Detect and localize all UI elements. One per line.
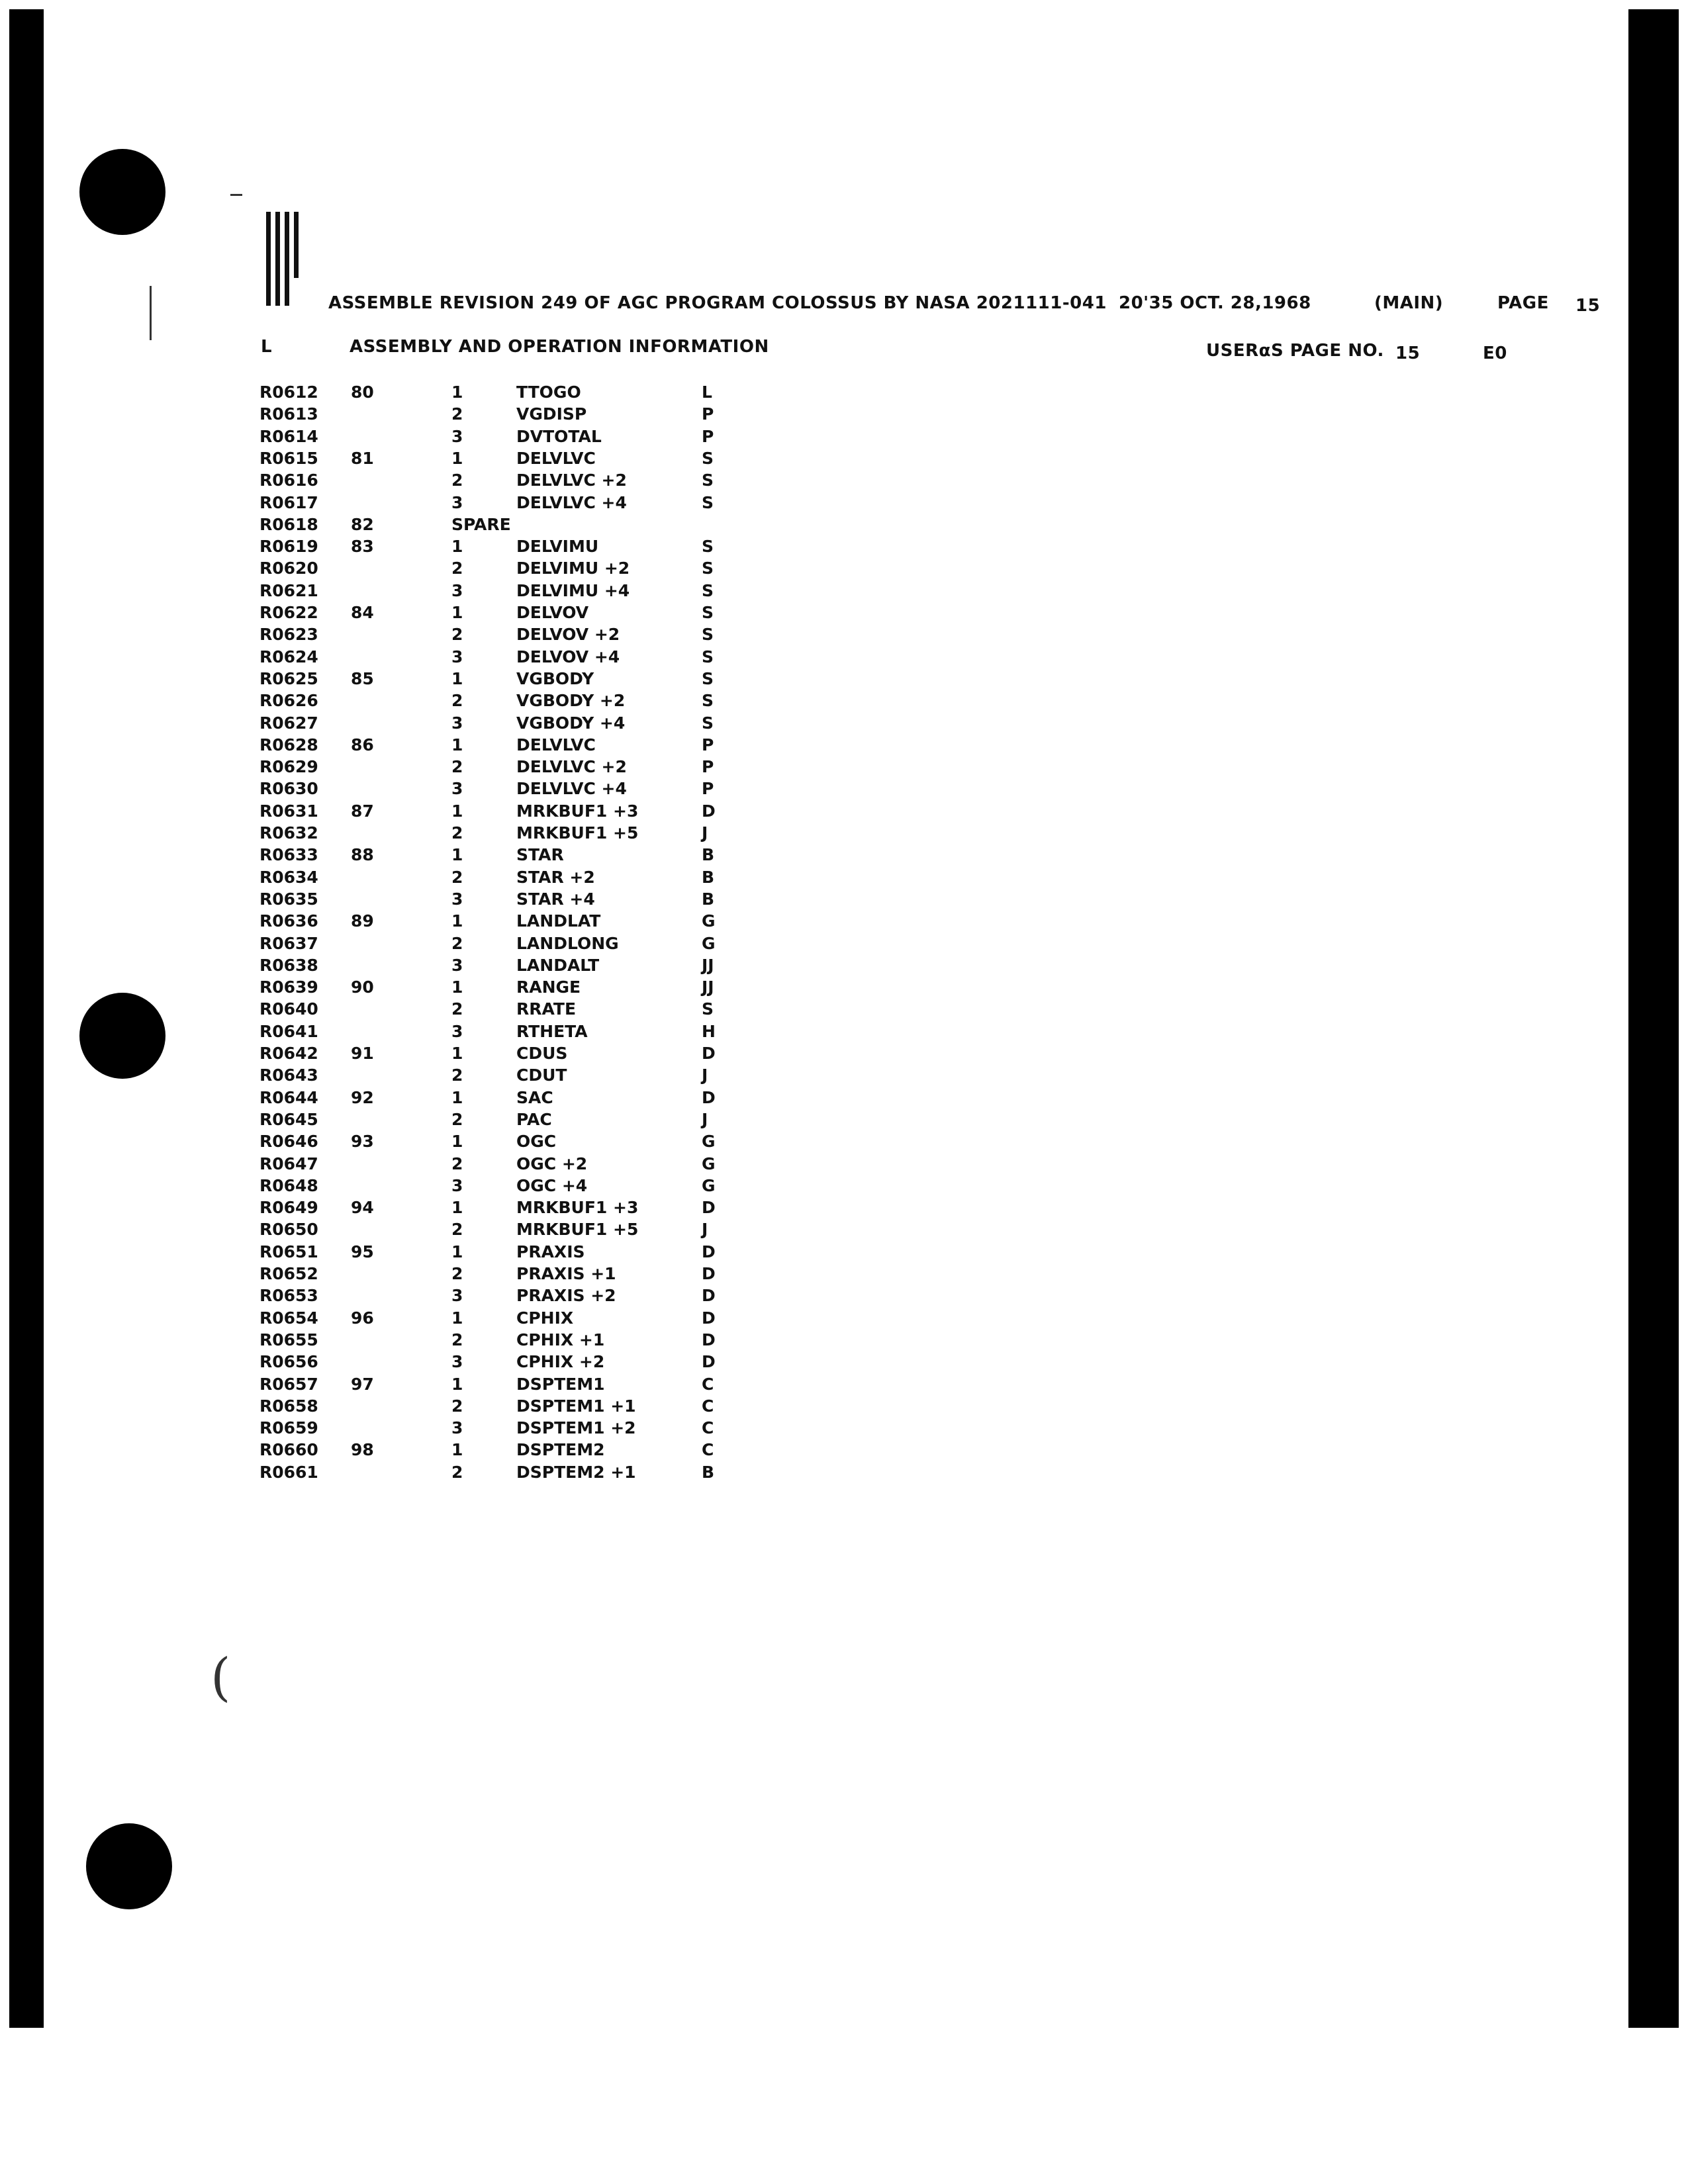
row-label: R0660 [259,1440,318,1459]
row-register: MRKBUF1 +5 [516,1220,639,1239]
listing-row [252,1352,755,1374]
row-index: 2 [451,1396,463,1416]
row-index: 2 [451,934,463,953]
row-index: 1 [451,537,463,556]
row-label: R0658 [259,1396,318,1416]
listing-row [252,515,755,537]
row-label: R0645 [259,1110,318,1129]
row-number: 83 [351,537,374,556]
row-number: 81 [351,449,374,468]
row-index: 3 [451,713,463,733]
row-code: S [702,713,714,733]
row-index: 1 [451,1198,463,1217]
row-register: DSPTEM2 +1 [516,1463,636,1482]
row-index: 1 [451,801,463,821]
row-register: DSPTEM2 [516,1440,605,1459]
row-register: CDUS [516,1044,568,1063]
listing-row [252,559,755,580]
row-register: PRAXIS +1 [516,1264,616,1283]
row-register: RTHETA [516,1022,588,1041]
row-code: D [702,801,716,821]
row-register: OGC +2 [516,1154,588,1173]
row-code: D [702,1352,716,1371]
row-register: LANDLAT [516,911,601,931]
row-index: 3 [451,956,463,975]
row-register: CPHIX +1 [516,1330,605,1349]
listing-row [252,449,755,471]
row-index: 3 [451,1352,463,1371]
row-register: DELVLVC +4 [516,493,627,512]
listing-row [252,1242,755,1264]
row-label: R0613 [259,404,318,424]
row-label: R0651 [259,1242,318,1261]
row-code: JJ [702,978,714,997]
listing-row [252,1308,755,1330]
row-code: G [702,1154,716,1173]
row-code: G [702,911,716,931]
row-code: D [702,1044,716,1063]
row-register: SAC [516,1088,553,1107]
row-register: VGDISP [516,404,587,424]
row-code: C [702,1396,714,1416]
row-label: R0614 [259,427,318,446]
row-code: C [702,1418,714,1437]
listing-row [252,978,755,999]
listing-datetime: 20'35 OCT. 28,1968 [1119,293,1311,313]
row-register: DSPTEM1 [516,1375,605,1394]
row-register: DVTOTAL [516,427,602,446]
row-label: R0652 [259,1264,318,1283]
listing-row [252,1198,755,1220]
row-code: B [702,1463,715,1482]
row-code: D [702,1308,716,1328]
listing-row [252,1264,755,1286]
row-index: 1 [451,1308,463,1328]
row-number: 84 [351,603,374,622]
row-index: 1 [451,978,463,997]
row-register: LANDLONG [516,934,619,953]
row-label: R0640 [259,999,318,1019]
row-label: R0617 [259,493,318,512]
row-index: 3 [451,1286,463,1305]
row-index: 3 [451,581,463,600]
row-index: 1 [451,1375,463,1394]
row-index: 3 [451,1022,463,1041]
row-label: R0637 [259,934,318,953]
row-index: 2 [451,1463,463,1482]
row-code: P [702,427,714,446]
row-label: R0629 [259,757,318,776]
row-index: 2 [451,625,463,644]
row-index: 3 [451,493,463,512]
row-label: R0655 [259,1330,318,1349]
listing-row [252,1088,755,1110]
row-label: R0636 [259,911,318,931]
listing-row [252,581,755,603]
user-page-number: 15 [1395,343,1421,363]
listing-row [252,471,755,492]
row-code: S [702,691,714,710]
row-label: R0641 [259,1022,318,1041]
row-index: 2 [451,691,463,710]
row-index: 1 [451,1440,463,1459]
row-register: RRATE [516,999,577,1019]
row-number: 92 [351,1088,374,1107]
row-code: S [702,537,714,556]
listing-row [252,801,755,823]
row-register: OGC [516,1132,557,1151]
row-label: R0620 [259,559,318,578]
row-label: R0621 [259,581,318,600]
row-register: TTOGO [516,383,581,402]
row-register: STAR +2 [516,868,595,887]
scan-edge-right [1628,9,1679,2028]
row-label: R0623 [259,625,318,644]
row-code: J [702,1220,708,1239]
listing-row [252,845,755,867]
row-index: 1 [451,1132,463,1151]
row-index: 1 [451,669,463,688]
page-label: PAGE [1497,293,1549,313]
listing-row [252,1418,755,1440]
row-register: DELVOV +2 [516,625,620,644]
row-code: S [702,625,714,644]
row-code: D [702,1088,716,1107]
row-code: D [702,1286,716,1305]
row-label: R0649 [259,1198,318,1217]
row-register: DSPTEM1 +1 [516,1396,636,1416]
row-index: 3 [451,889,463,909]
listing-row [252,779,755,801]
row-index: 2 [451,559,463,578]
row-index: 1 [451,1242,463,1261]
row-code: P [702,757,714,776]
row-register: DELVIMU [516,537,599,556]
row-register: DELVOV [516,603,589,622]
row-register: MRKBUF1 +3 [516,801,639,821]
row-register: STAR +4 [516,889,595,909]
row-label: R0661 [259,1463,318,1482]
row-index: 2 [451,471,463,490]
row-register: RANGE [516,978,581,997]
row-register: VGBODY +4 [516,713,626,733]
listing-section: (MAIN) [1374,293,1444,313]
row-code: S [702,493,714,512]
row-code: J [702,1110,708,1129]
row-register: STAR [516,845,564,864]
row-code: S [702,471,714,490]
row-number: 91 [351,1044,374,1063]
listing-row [252,713,755,735]
row-index: 2 [451,404,463,424]
listing-row [252,647,755,669]
row-register: DSPTEM1 +2 [516,1418,636,1437]
header-code: E0 [1483,343,1507,363]
margin-dash [230,194,242,196]
margin-bracket: ( [211,1648,231,1707]
listing-row [252,427,755,449]
row-code: S [702,669,714,688]
row-code: B [702,889,715,909]
row-label: R0632 [259,823,318,842]
row-label: R0618 [259,515,318,534]
row-label: R0627 [259,713,318,733]
row-code: D [702,1242,716,1261]
row-code: S [702,647,714,666]
listing-row [252,956,755,978]
listing-row [252,1440,755,1462]
row-number: 95 [351,1242,374,1261]
listing-row [252,1330,755,1352]
row-code: P [702,404,714,424]
row-label: R0615 [259,449,318,468]
row-index: 2 [451,1264,463,1283]
row-label: R0657 [259,1375,318,1394]
punch-hole-bottom [86,1823,172,1909]
row-index: 2 [451,999,463,1019]
row-index: 1 [451,911,463,931]
row-index: 3 [451,647,463,666]
row-label: R0619 [259,537,318,556]
row-index: 2 [451,1220,463,1239]
row-code: J [702,823,708,842]
row-label: R0631 [259,801,318,821]
listing-row [252,1044,755,1066]
row-register: LANDALT [516,956,600,975]
row-index: 1 [451,845,463,864]
listing-row [252,1110,755,1132]
row-number: 97 [351,1375,374,1394]
row-index: 2 [451,757,463,776]
row-label: R0625 [259,669,318,688]
listing-row [252,1375,755,1396]
row-register: CPHIX [516,1308,574,1328]
row-label: R0630 [259,779,318,798]
row-register: DELVLVC +2 [516,757,627,776]
row-number: 90 [351,978,374,997]
row-register: DELVIMU +4 [516,581,630,600]
row-code: B [702,845,715,864]
punch-hole-top [79,149,165,235]
row-code: S [702,603,714,622]
row-label: R0646 [259,1132,318,1151]
listing-row [252,757,755,779]
row-register: CDUT [516,1066,567,1085]
row-code: J [702,1066,708,1085]
listing-row [252,1132,755,1154]
row-code: S [702,449,714,468]
row-register: VGBODY [516,669,594,688]
row-register: MRKBUF1 +3 [516,1198,639,1217]
row-register: MRKBUF1 +5 [516,823,639,842]
row-label: R0644 [259,1088,318,1107]
listing-row [252,1220,755,1242]
row-label: R0653 [259,1286,318,1305]
row-register: PRAXIS +2 [516,1286,616,1305]
row-index: 1 [451,603,463,622]
listing-row [252,537,755,559]
row-number: 85 [351,669,374,688]
row-code: C [702,1375,714,1394]
row-number: 88 [351,845,374,864]
row-code: JJ [702,956,714,975]
row-code: L [702,383,712,402]
row-index: 2 [451,823,463,842]
row-register: CPHIX +2 [516,1352,605,1371]
row-number: 89 [351,911,374,931]
row-label: R0628 [259,735,318,754]
listing-row [252,823,755,845]
row-index: 1 [451,449,463,468]
row-label: R0648 [259,1176,318,1195]
row-index: 2 [451,1110,463,1129]
row-code: D [702,1264,716,1283]
row-index: 3 [451,1176,463,1195]
row-label: R0643 [259,1066,318,1085]
listing-row [252,1066,755,1087]
row-label: R0650 [259,1220,318,1239]
listing-row [252,493,755,515]
row-label: R0622 [259,603,318,622]
row-code: C [702,1440,714,1459]
row-label: R0626 [259,691,318,710]
listing-row [252,383,755,404]
row-label: R0624 [259,647,318,666]
row-code: B [702,868,715,887]
row-label: R0638 [259,956,318,975]
row-code: H [702,1022,716,1041]
row-code: P [702,779,714,798]
row-label: R0639 [259,978,318,997]
row-code: S [702,581,714,600]
row-number: 86 [351,735,374,754]
row-number: 94 [351,1198,374,1217]
row-index: 1 [451,735,463,754]
row-code: P [702,735,714,754]
row-index: 1 [451,383,463,402]
listing-row [252,603,755,625]
listing-row [252,404,755,426]
row-register: PAC [516,1110,552,1129]
row-index: 1 [451,1044,463,1063]
listing-row [252,1022,755,1044]
listing-row [252,1176,755,1198]
listing-title: ASSEMBLE REVISION 249 OF AGC PROGRAM COLOSSUS BY NASA 2021111-041 [328,293,1107,313]
row-label: R0612 [259,383,318,402]
row-label: R0647 [259,1154,318,1173]
listing-stamp-icon [263,212,306,311]
page-number: 15 [1575,296,1601,316]
row-register: DELVLVC +4 [516,779,627,798]
listing-row [252,691,755,713]
row-label: R0635 [259,889,318,909]
row-code: G [702,1132,716,1151]
row-label: R0616 [259,471,318,490]
listing-row [252,1286,755,1308]
row-number: 98 [351,1440,374,1459]
row-index: 2 [451,868,463,887]
row-register: OGC +4 [516,1176,588,1195]
listing-row [252,999,755,1021]
scan-edge-left [9,9,44,2028]
user-page-label: USERαS PAGE NO. [1206,341,1384,361]
row-index: 3 [451,1418,463,1437]
row-code: G [702,1176,716,1195]
row-number: 93 [351,1132,374,1151]
listing-row [252,669,755,691]
margin-mark [150,286,152,340]
row-index: 2 [451,1066,463,1085]
row-index: 3 [451,779,463,798]
row-register: DELVLVC [516,449,596,468]
row-number: 82 [351,515,374,534]
row-register: DELVIMU +2 [516,559,630,578]
row-register: VGBODY +2 [516,691,626,710]
row-label: R0634 [259,868,318,887]
listing-row [252,911,755,933]
row-label: R0642 [259,1044,318,1063]
row-number: 96 [351,1308,374,1328]
row-register: DELVLVC [516,735,596,754]
listing-row [252,889,755,911]
row-label: R0633 [259,845,318,864]
row-index: 1 [451,1088,463,1107]
row-number: 80 [351,383,374,402]
punch-hole-middle [79,993,165,1079]
listing-row [252,1463,755,1484]
row-label: R0656 [259,1352,318,1371]
row-label: R0659 [259,1418,318,1437]
row-code: G [702,934,716,953]
row-index: 2 [451,1154,463,1173]
listing-row [252,1396,755,1418]
row-code: D [702,1198,716,1217]
listing-row [252,735,755,757]
row-number: 87 [351,801,374,821]
column-letter: L [261,337,273,357]
row-register: DELVLVC +2 [516,471,627,490]
row-label: R0654 [259,1308,318,1328]
row-register: DELVOV +4 [516,647,620,666]
row-register: SPARE [451,515,511,534]
listing-row [252,868,755,889]
listing-row [252,934,755,956]
row-register: PRAXIS [516,1242,585,1261]
listing-row [252,625,755,647]
row-index: 3 [451,427,463,446]
section-subtitle: ASSEMBLY AND OPERATION INFORMATION [350,337,769,357]
row-code: D [702,1330,716,1349]
listing-row [252,1154,755,1176]
row-code: S [702,559,714,578]
row-index: 2 [451,1330,463,1349]
row-code: S [702,999,714,1019]
